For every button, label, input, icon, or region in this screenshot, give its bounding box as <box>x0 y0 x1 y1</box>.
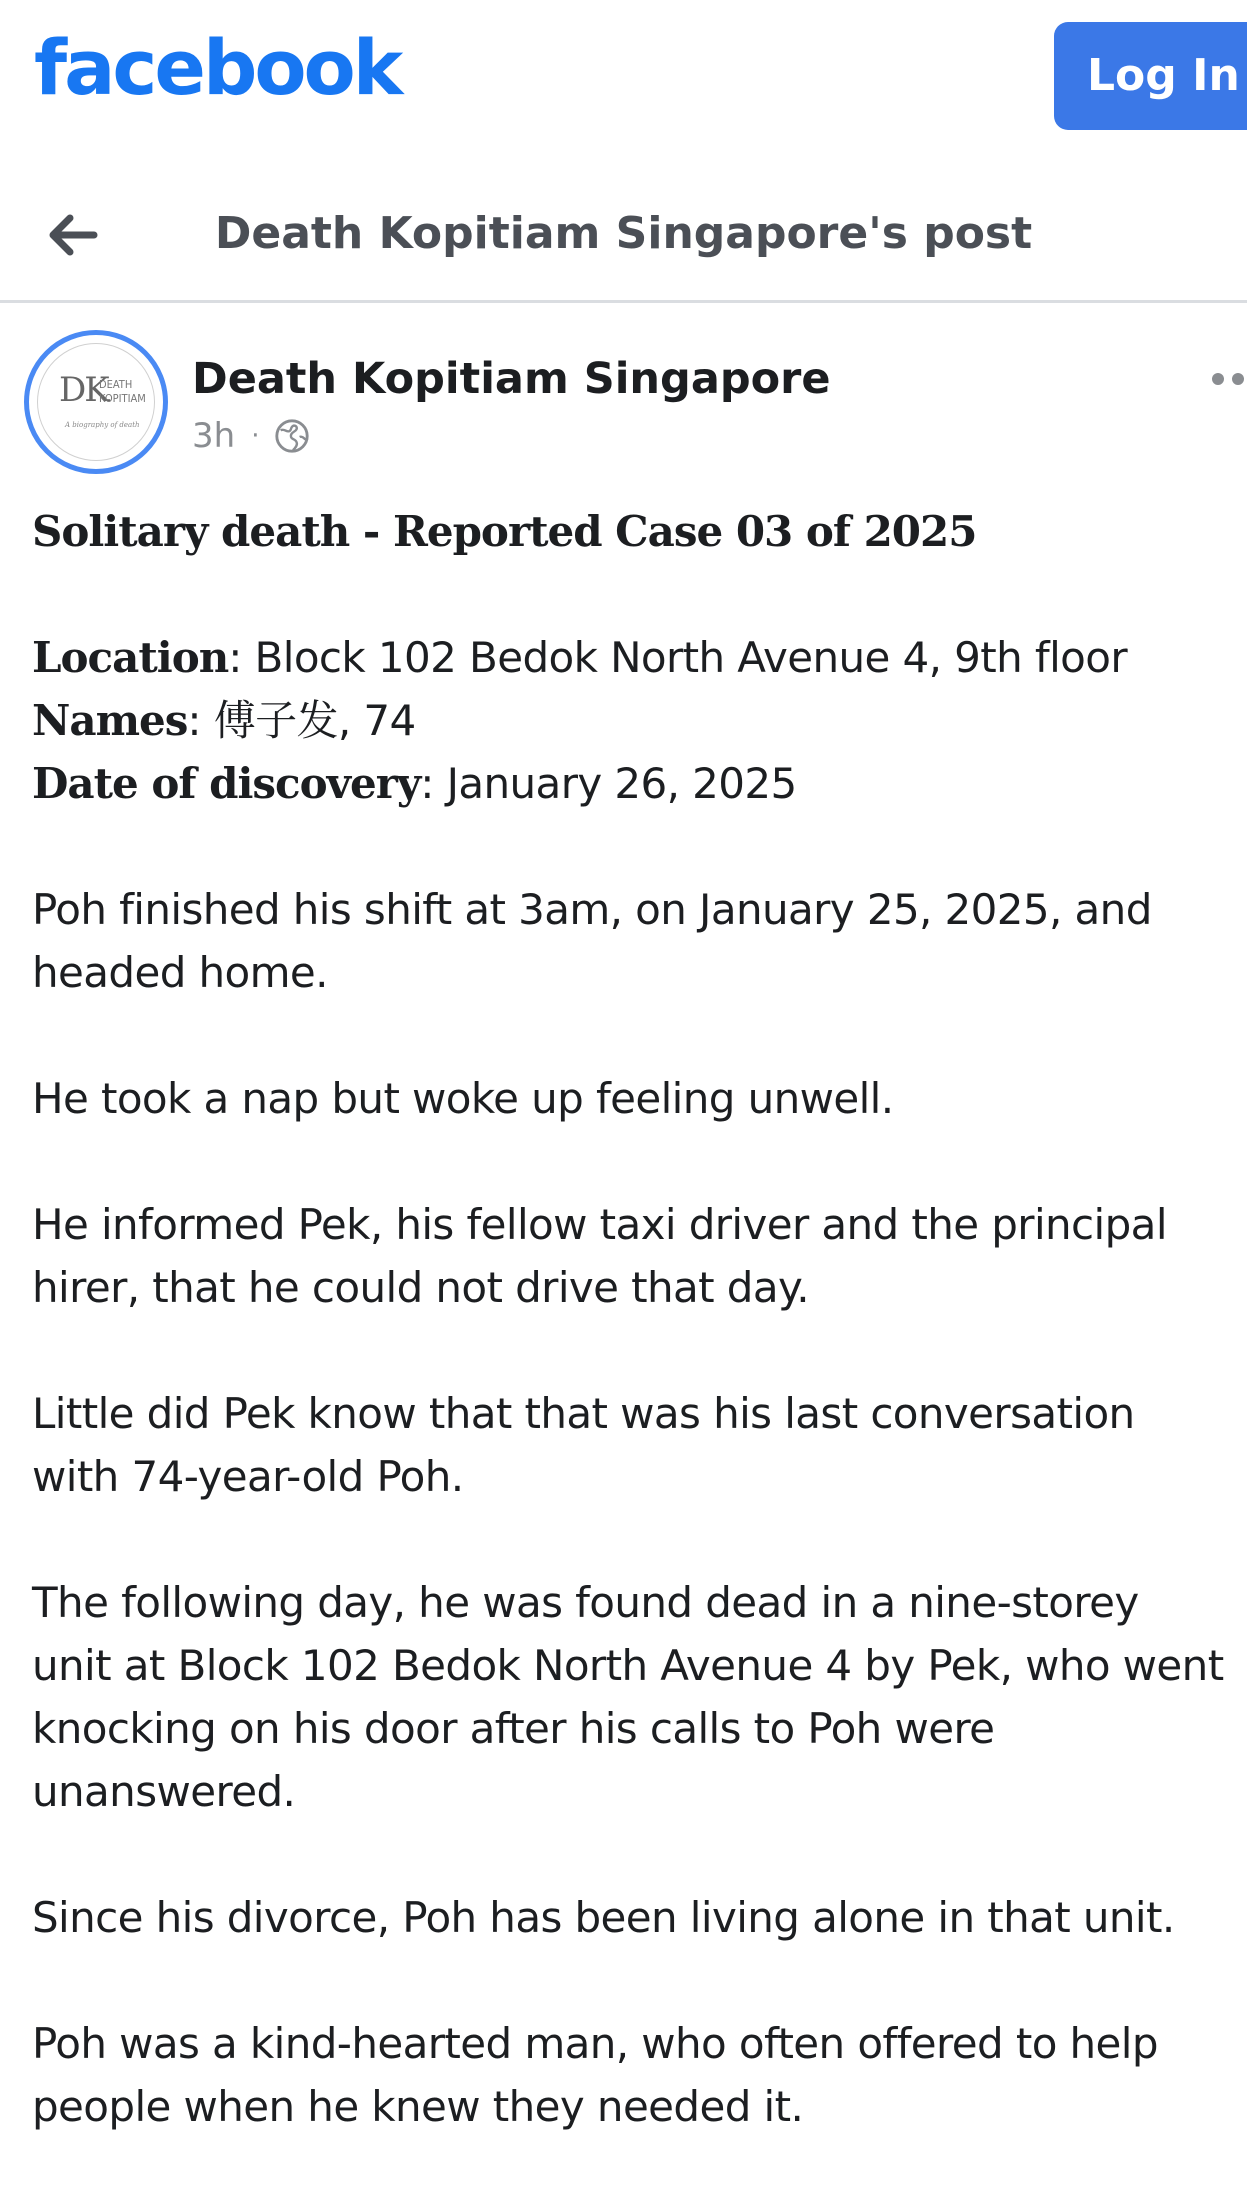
page-title <box>0 208 1247 259</box>
post-body <box>32 500 1247 2201</box>
page-title-text: Death Kopitiam Singapore's post <box>214 208 1033 259</box>
avatar-monogram: DK <box>59 370 108 410</box>
post-paragraph <box>32 1382 1247 1508</box>
globe-icon <box>273 417 311 455</box>
location-value: : Block 102 Bedok North Avenue 4, 9th floor <box>228 633 1128 682</box>
paragraph-line: unanswered. <box>32 1767 296 1816</box>
location-line <box>32 626 1247 689</box>
date-label: Date of discovery <box>32 759 421 808</box>
paragraph-line: people when he knew they needed it. <box>32 2082 804 2131</box>
more-dots-icon <box>1206 364 1247 394</box>
facebook-logo[interactable]: facebook <box>34 23 401 112</box>
post-nav-bar <box>0 175 1247 303</box>
post-heading-block <box>32 500 1247 563</box>
date-line <box>32 752 1247 815</box>
post-meta <box>192 414 311 458</box>
names-value: : 傅子发, 74 <box>187 696 416 745</box>
meta-separator: · <box>251 421 260 451</box>
top-bar <box>0 0 1247 160</box>
author-name[interactable]: Death Kopitiam Singapore <box>192 354 831 404</box>
post-paragraph <box>32 1886 1247 1949</box>
paragraph-line: with 74-year-old Poh. <box>32 1452 464 1501</box>
post-timestamp[interactable]: 3h <box>192 416 236 456</box>
case-details <box>32 626 1247 815</box>
avatar-tagline: A biography of death <box>65 421 140 429</box>
post-paragraph <box>32 1571 1247 1823</box>
post-paragraph <box>32 1193 1247 1319</box>
paragraph-line: Since his divorce, Poh has been living alone in that unit. <box>32 1893 1175 1942</box>
names-line <box>32 689 1247 752</box>
paragraph-line: He informed Pek, his fellow taxi driver and the principal <box>32 1200 1167 1249</box>
paragraph-line: The following day, he was found dead in a nine-storey <box>32 1578 1139 1627</box>
avatar-text-kopitiam: KOPITIAM <box>99 392 146 405</box>
paragraph-line: hirer, that he could not drive that day. <box>32 1263 810 1312</box>
more-options-button[interactable] <box>1206 364 1247 394</box>
location-label: Location <box>32 633 229 682</box>
paragraph-line: Poh was a kind-hearted man, who often offered to help <box>32 2019 1158 2068</box>
paragraph-line: headed home. <box>32 948 328 997</box>
log-in-button[interactable]: Log In <box>1054 22 1247 130</box>
post-paragraph <box>32 1067 1247 1130</box>
paragraph-line: knocking on his door after his calls to Poh were <box>32 1704 995 1753</box>
paragraph-line: Little did Pek know that that was his last conversation <box>32 1389 1135 1438</box>
post-paragraph <box>32 2012 1247 2138</box>
paragraph-line: unit at Block 102 Bedok North Avenue 4 by Pek, who went <box>32 1641 1224 1690</box>
paragraph-line: Poh finished his shift at 3am, on January 25, 2025, and <box>32 885 1152 934</box>
avatar-text-death: DEATH <box>99 378 133 391</box>
paragraph-line: He took a nap but woke up feeling unwell. <box>32 1074 894 1123</box>
post-paragraph <box>32 878 1247 1004</box>
page-avatar[interactable] <box>24 330 168 474</box>
names-label: Names <box>32 696 188 745</box>
date-value: : January 26, 2025 <box>420 759 797 808</box>
post-heading: Solitary death - Reported Case 03 of 2025 <box>32 507 977 556</box>
